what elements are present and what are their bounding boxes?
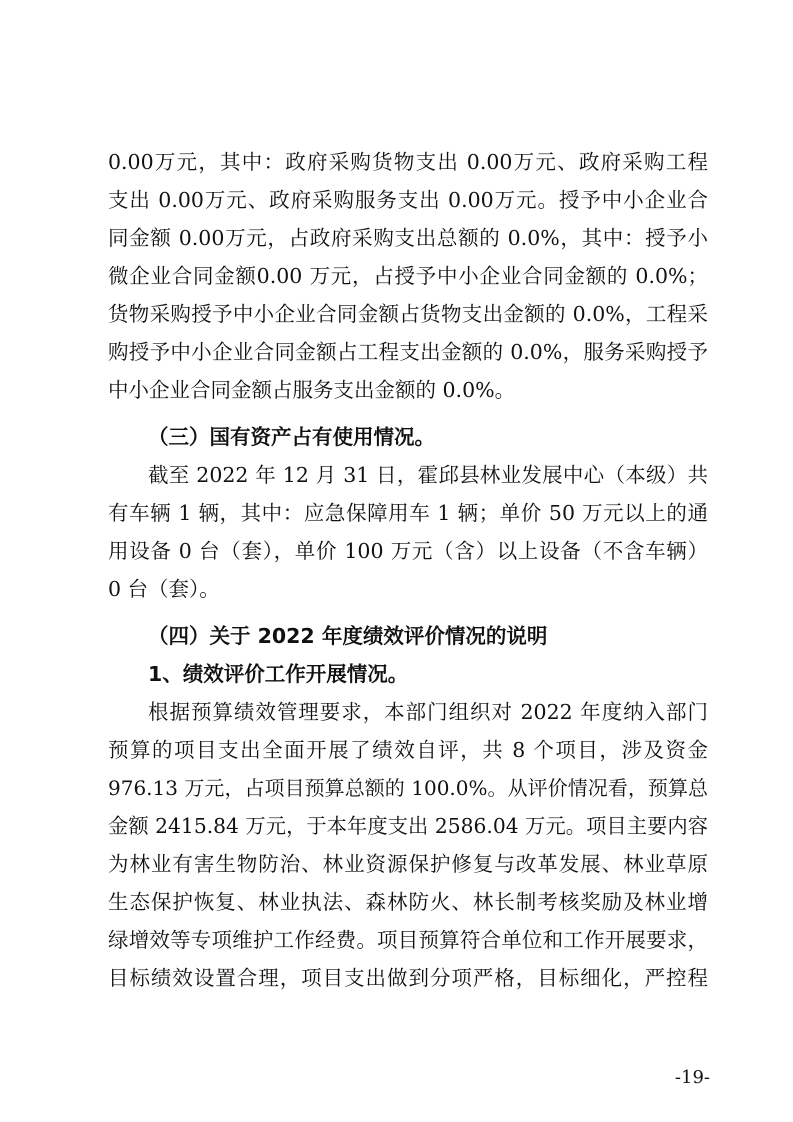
body-text-line: 生态保护恢复、林业执法、森林防火、林长制考核奖励及林业增 [108, 890, 708, 914]
page-number: -19- [674, 1067, 710, 1088]
body-text-line: 预算的项目支出全面开展了绩效自评，共 8 个项目，涉及资金 [108, 738, 708, 762]
body-text-line: 0 台（套）。 [108, 577, 220, 601]
body-text-line: 购授予中小企业合同金额占工程支出金额的 0.0%，服务采购授予 [108, 340, 708, 364]
body-text-line: 有车辆 1 辆，其中：应急保障用车 1 辆；单价 50 万元以上的通 [108, 501, 708, 525]
section-heading: （四）关于 2022 年度绩效评价情况的说明 [148, 624, 548, 648]
body-text-line: 金额 2415.84 万元，于本年度支出 2586.04 万元。项目主要内容 [108, 814, 708, 838]
body-text-line: 中小企业合同金额占服务支出金额的 0.0%。 [108, 378, 516, 402]
body-text-line: 货物采购授予中小企业合同金额占货物支出金额的 0.0%，工程采 [108, 302, 708, 326]
body-text-line: 0.00万元，其中：政府采购货物支出 0.00万元、政府采购工程 [108, 150, 708, 174]
body-text-line: 同金额 0.00万元，占政府采购支出总额的 0.0%，其中：授予小 [108, 226, 708, 250]
body-text-line: 微企业合同金额0.00 万元，占授予中小企业合同金额的 0.0%； [108, 264, 708, 288]
subsection-heading: 1、绩效评价工作开展情况。 [148, 662, 409, 686]
body-text-line: 绿增效等专项维护工作经费。项目预算符合单位和工作开展要求， [108, 928, 708, 952]
body-text-line: 截至 2022 年 12 月 31 日，霍邱县林业发展中心（本级）共 [148, 463, 708, 487]
body-text-line: 为林业有害生物防治、林业资源保护修复与改革发展、林业草原 [108, 852, 708, 876]
body-text-line: 976.13 万元，占项目预算总额的 100.0%。从评价情况看，预算总 [108, 776, 708, 800]
body-text-line: 目标绩效设置合理，项目支出做到分项严格，目标细化，严控程 [108, 966, 708, 990]
body-text-line: 根据预算绩效管理要求，本部门组织对 2022 年度纳入部门 [148, 700, 708, 724]
section-heading: （三）国有资产占有使用情况。 [148, 425, 435, 449]
body-text-line: 用设备 0 台（套），单价 100 万元（含）以上设备（不含车辆） [108, 539, 708, 563]
body-text-line: 支出 0.00万元、政府采购服务支出 0.00万元。授予中小企业合 [108, 188, 708, 212]
